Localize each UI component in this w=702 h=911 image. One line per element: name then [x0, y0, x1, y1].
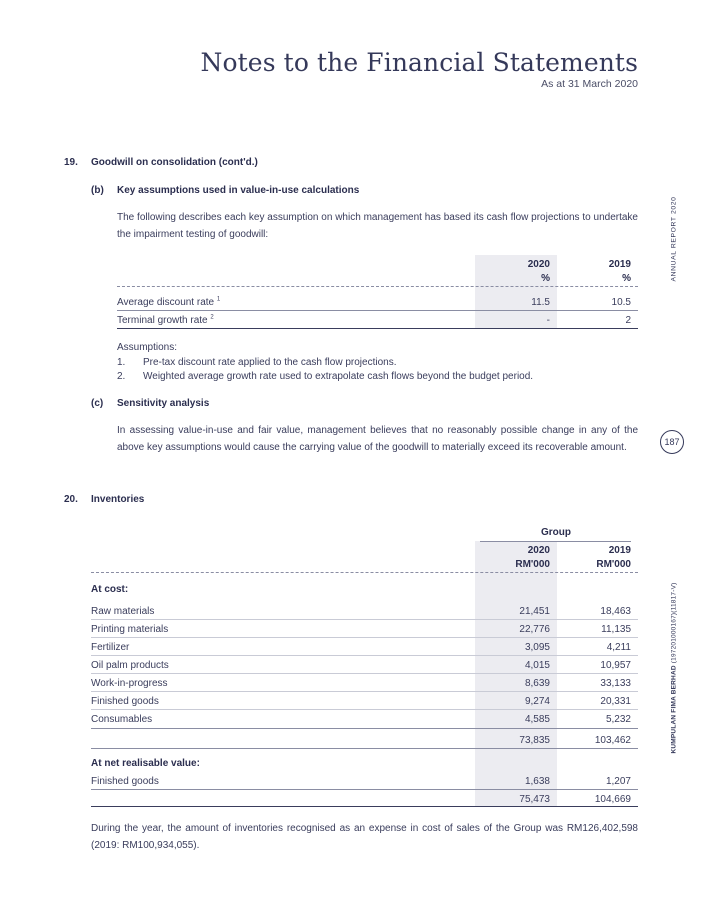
row-divider — [91, 619, 638, 620]
nrv-heading: At net realisable value: — [91, 758, 200, 769]
table-row-label: Printing materials — [91, 624, 169, 635]
col-2020-year: 2020 — [527, 259, 550, 270]
table-row-value-2020: 8,639 — [524, 678, 550, 689]
col-2019-unit: % — [622, 273, 631, 284]
row-value-2019: 2 — [625, 315, 631, 326]
page-number: 187 — [660, 430, 684, 454]
subtotal-2019: 103,462 — [594, 735, 631, 746]
col-2020-unit: % — [541, 273, 550, 284]
assumption-number: 2. — [117, 371, 126, 382]
total-top-rule — [91, 789, 638, 790]
note19b-title: Key assumptions used in value-in-use calculations — [117, 185, 360, 196]
col-2019-unit: RM'000 — [596, 559, 631, 570]
table-row-label: Work-in-progress — [91, 678, 168, 689]
annual-report-label: ANNUAL REPORT 2020 — [670, 196, 678, 282]
table-row-value-2019: 4,211 — [606, 642, 631, 653]
company-label: KUMPULAN FIMA BERHAD (197201000167)(11817-V) — [670, 581, 678, 754]
table-row-value-2019: 11,135 — [601, 624, 631, 635]
note19c-title: Sensitivity analysis — [117, 398, 210, 409]
table-row-value-2020: 22,776 — [519, 624, 550, 635]
note19c-text: In assessing value-in-use and fair value, management believes that no reasonably possible change in any of the above key assumptions would cause the carrying value of the goodwill to materially exceed its recoverable amount. — [117, 425, 638, 453]
group-underline — [480, 541, 631, 542]
row-divider — [91, 655, 638, 656]
grand-total-2020: 75,473 — [519, 794, 550, 805]
row-value-2020: - — [546, 315, 550, 326]
table-row-label: Raw materials — [91, 606, 155, 617]
assumption-text: Weighted average growth rate used to extrapolate cash flows beyond the budget period. — [143, 371, 534, 382]
note20-number: 20. — [64, 494, 78, 505]
note20-footnote: During the year, the amount of inventories recognised as an expense in cost of sales of the Group was RM126,402,598 (2019: RM100,934,055). — [91, 823, 638, 851]
row-value-2019: 10.5 — [611, 297, 631, 308]
col-2019-year: 2019 — [608, 259, 631, 270]
at-cost-heading: At cost: — [91, 584, 129, 595]
assumption-number: 1. — [117, 357, 126, 368]
col-2020-year: 2020 — [527, 545, 550, 556]
table-row-label: Fertilizer — [91, 642, 130, 653]
table-row-value-2019: 5,232 — [605, 714, 631, 725]
row-label: Average discount rate $^1$ — [117, 296, 221, 308]
table-bottom-rule — [117, 328, 638, 329]
row-divider — [91, 709, 638, 710]
table-row-value-2019: 10,957 — [600, 660, 631, 671]
page-subtitle: As at 31 March 2020 — [541, 78, 638, 90]
table-row-label: Consumables — [91, 714, 153, 725]
table-row-value-2020: 21,451 — [519, 606, 550, 617]
header-divider — [91, 572, 638, 573]
table-row-label: Finished goods — [91, 696, 159, 707]
table-row-value-2019: 18,463 — [600, 606, 631, 617]
table-row-value-2020: 9,274 — [524, 696, 550, 707]
table-row-value-2019: 1,207 — [605, 776, 631, 787]
subtotal-2020: 73,835 — [519, 735, 550, 746]
table-row-value-2020: 3,095 — [524, 642, 550, 653]
table-row-label: Oil palm products — [91, 660, 169, 671]
header-divider — [117, 286, 638, 287]
note19-number: 19. — [64, 157, 78, 168]
row-divider — [91, 673, 638, 674]
assumption-text: Pre-tax discount rate applied to the cash flow projections. — [143, 357, 397, 368]
note19-title: Goodwill on consolidation (cont'd.) — [91, 157, 258, 168]
grand-total-2019: 104,669 — [594, 794, 631, 805]
note19b-intro: The following describes each key assumption on which management has based its cash flow projections to undertake the impairment testing of goodwill: — [117, 212, 638, 240]
row-divider — [91, 691, 638, 692]
note20-title: Inventories — [91, 494, 145, 505]
col-2019-year: 2019 — [608, 545, 631, 556]
group-label: Group — [541, 527, 571, 538]
note19c-label: (c) — [91, 398, 104, 409]
table-row-label: Finished goods — [91, 776, 159, 787]
table-row-value-2020: 4,585 — [524, 714, 550, 725]
row-divider — [91, 637, 638, 638]
note19b-label: (b) — [91, 185, 104, 196]
subtotal-rule — [91, 728, 638, 729]
subtotal-bottom-rule — [91, 748, 638, 749]
row-value-2020: 11.5 — [531, 297, 550, 308]
table-row-value-2020: 4,015 — [524, 660, 550, 671]
table-row-value-2020: 1,638 — [524, 776, 550, 787]
table-bottom-rule — [91, 806, 638, 807]
current-year-shade — [475, 541, 557, 807]
col-2020-unit: RM'000 — [515, 559, 550, 570]
row-divider — [117, 310, 638, 311]
table-row-value-2019: 33,133 — [600, 678, 631, 689]
row-label: Terminal growth rate $^2$ — [117, 314, 214, 326]
page-title: Notes to the Financial Statements — [200, 48, 638, 77]
assumptions-heading: Assumptions: — [117, 342, 178, 353]
table-row-value-2019: 20,331 — [600, 696, 631, 707]
